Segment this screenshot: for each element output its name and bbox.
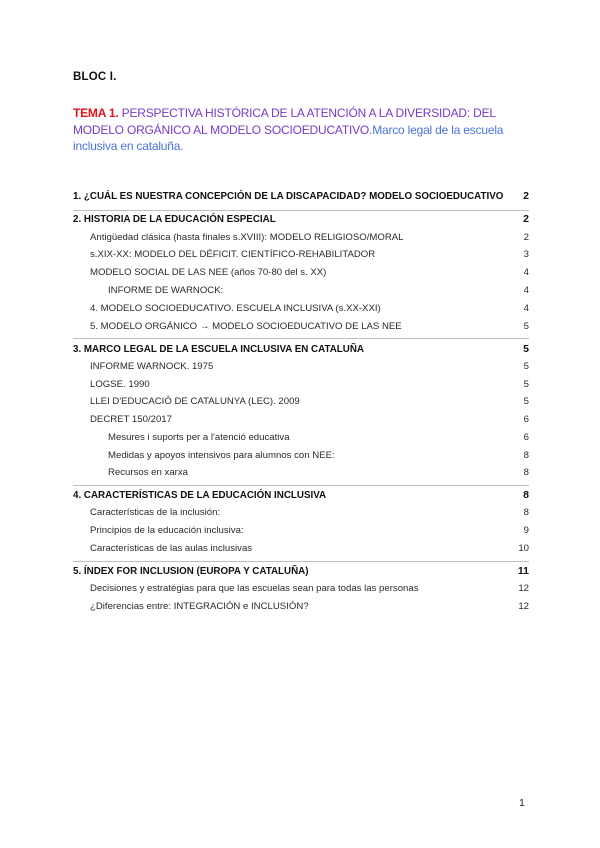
toc-entry-label: 5. MODELO ORGÁNICO → MODELO SOCIOEDUCATIVO DE LAS NEE: [90, 321, 402, 332]
toc-section-2[interactable]: [73, 213, 529, 229]
bloc-heading: BLOC I.: [73, 71, 117, 83]
toc-section-1[interactable]: [73, 190, 529, 206]
toc-entry[interactable]: [90, 379, 529, 395]
toc-entry[interactable]: [90, 249, 529, 265]
toc-entry-page: 5: [523, 396, 529, 407]
toc-entry-page: 10: [518, 543, 529, 554]
toc-entry[interactable]: [90, 525, 529, 541]
toc-entry-page: 6: [523, 432, 529, 443]
toc-entry-page: 8: [523, 507, 529, 518]
toc-section-page: 8: [523, 489, 529, 501]
toc-section-page: 2: [523, 213, 529, 225]
toc-entry[interactable]: [90, 267, 529, 283]
toc-entry-page: 5: [523, 321, 529, 332]
toc-entry[interactable]: [90, 507, 529, 523]
toc-entry-label: Medidas y apoyos intensivos para alumnos con NEE:: [108, 450, 335, 461]
toc-section-4[interactable]: [73, 489, 529, 505]
toc-section-label: 5. ÍNDEX FOR INCLUSION (EUROPA Y CATALUÑA): [73, 566, 309, 577]
toc-entry[interactable]: [90, 543, 529, 559]
toc-entry-label: Características de las aulas inclusivas: [90, 543, 253, 554]
toc-entry[interactable]: [108, 450, 529, 466]
toc-entry[interactable]: [90, 583, 529, 599]
toc-entry-page: 4: [523, 285, 529, 296]
toc-section-page: 11: [517, 565, 529, 577]
tema-title: [73, 105, 528, 155]
toc-entry[interactable]: [90, 396, 529, 412]
toc-entry-page: 4: [523, 267, 529, 278]
toc-entry[interactable]: [90, 361, 529, 377]
toc-divider: [73, 210, 529, 211]
toc-entry[interactable]: [108, 467, 529, 483]
toc-divider: [73, 485, 529, 486]
toc-section-page: 5: [523, 343, 529, 355]
toc-entry-label: LLEI D'EDUCACIÓ DE CATALUNYA (LEC). 2009: [90, 396, 300, 407]
toc-section-label: 4. CARACTERÍSTICAS DE LA EDUCACIÓN INCLUSIVA: [73, 490, 327, 501]
toc-entry-page: 4: [523, 303, 529, 314]
toc-entry-label: Características de la inclusión:: [90, 507, 221, 518]
toc-entry-page: 9: [523, 525, 529, 536]
toc-section-5[interactable]: [73, 565, 529, 581]
toc-entry-label: 4. MODELO SOCIOEDUCATIVO. ESCUELA INCLUSIVA (s.XX-XXI): [90, 303, 381, 314]
toc-entry-label: INFORME WARNOCK. 1975: [90, 361, 214, 372]
toc-entry-label: LOGSE. 1990: [90, 379, 150, 390]
toc-divider: [73, 561, 529, 562]
toc-entry-label: MODELO SOCIAL DE LAS NEE (años 70-80 del s. XX): [90, 267, 327, 278]
toc-divider: [73, 338, 529, 339]
tema-prefix: TEMA 1.: [73, 106, 119, 120]
toc-entry-label: INFORME DE WARNOCK:: [108, 285, 224, 296]
toc-entry[interactable]: [90, 232, 529, 248]
toc-section-3[interactable]: [73, 343, 529, 359]
toc-entry-label: DECRET 150/2017: [90, 414, 172, 425]
toc-entry-label: Antigüedad clásica (hasta finales s.XVIII): MODELO RELIGIOSO/MORAL: [90, 232, 404, 243]
toc-section-page: 2: [523, 190, 529, 202]
toc-entry-page: 12: [518, 601, 529, 612]
toc-entry[interactable]: [90, 601, 529, 617]
toc-entry-page: 8: [523, 450, 529, 461]
toc-entry-page: 2: [523, 232, 529, 243]
toc-entry-page: 5: [523, 379, 529, 390]
toc-entry-page: 3: [523, 249, 529, 260]
toc-entry[interactable]: [90, 321, 529, 337]
toc-entry-label: Recursos en xarxa: [108, 467, 188, 478]
toc-entry[interactable]: [90, 303, 529, 319]
page-number: 1: [519, 797, 525, 809]
toc-entry-page: 8: [523, 467, 529, 478]
toc-entry[interactable]: [108, 432, 529, 448]
toc-entry[interactable]: [90, 414, 529, 430]
tema-title-main: PERSPECTIVA HISTÓRICA DE LA ATENCIÓN A LA DIVERSIDAD: DEL MODELO ORGÁNICO AL MODELO SOCIOEDUCATIVO.: [73, 106, 496, 137]
toc-entry-page: 6: [523, 414, 529, 425]
toc-entry-label: Decisiones y estratégias para que las escuelas sean para todas las personas: [90, 583, 419, 594]
toc-section-label: 3. MARCO LEGAL DE LA ESCUELA INCLUSIVA EN CATALUÑA: [73, 344, 365, 355]
toc-section-label: 2. HISTORIA DE LA EDUCACIÓN ESPECIAL: [73, 214, 276, 225]
toc-entry-page: 12: [518, 583, 529, 594]
toc-entry-label: ¿Diferencias entre: INTEGRACIÓN e INCLUSIÓN?: [90, 601, 309, 612]
toc-entry-page: 5: [523, 361, 529, 372]
toc-entry[interactable]: [108, 285, 529, 301]
toc-section-label: 1. ¿CUÁL ES NUESTRA CONCEPCIÓN DE LA DISCAPACIDAD? MODELO SOCIOEDUCATIVO: [73, 191, 504, 202]
toc-entry-label: Mesures i suports per a l'atenció educativa: [108, 432, 290, 443]
toc-entry-label: s.XIX-XX: MODELO DEL DÉFICIT. CIENTÍFICO-REHABILITADOR: [90, 249, 376, 260]
toc-entry-label: Principios de la educación inclusiva:: [90, 525, 244, 536]
tema-title-sub: Marco legal de la escuela inclusiva en cataluña.: [73, 122, 504, 153]
